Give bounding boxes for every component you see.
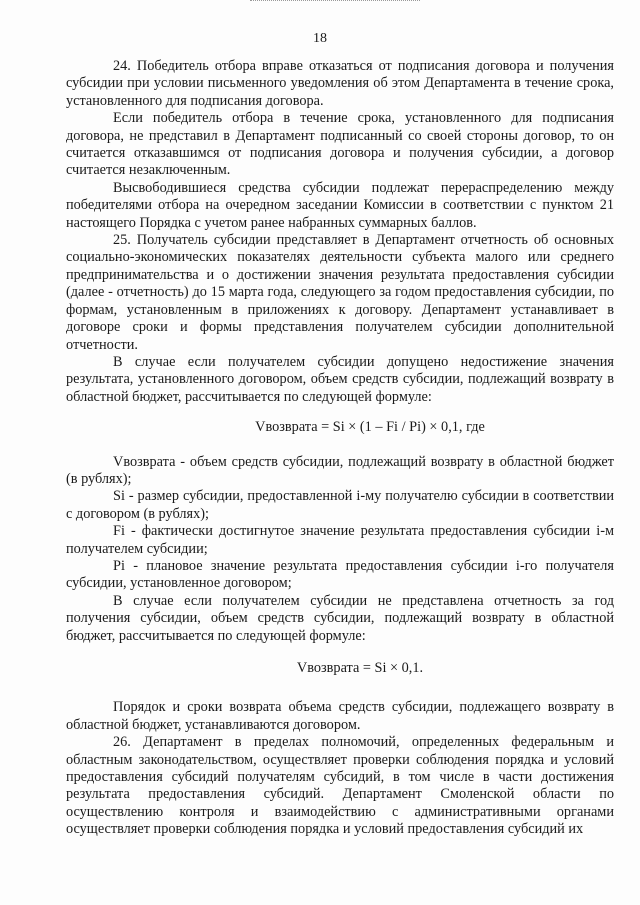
formula-return-no-report: Vвозврата = Si × 0,1. bbox=[296, 660, 424, 676]
paragraph-no-report: В случае если получателем субсидии не представлена отчетность за год получения субсидии, объем средств субсидии, подлежащий возврату в областной бюджет, рассчитывается по следующей формуле: bbox=[66, 592, 614, 644]
paragraph-25: 25. Получатель субсидии представляет в Департамент отчетность об основных социально-экономических показателях деятельности субъекта малого или среднего предпринимательства и о достижении значения результата предоставления субсидии (далее - отчетность) до 15 марта года, следующего за годом предоставления субсидии, по формам, установленным в приложениях к договору. Департамент устанавливает в договоре сроки и формы представления получателем субсидии дополнительной отчетности. bbox=[66, 232, 614, 353]
definition-fi: Fi - фактически достигнутое значение результата предоставления субсидии i-м получателем субсидии; bbox=[66, 523, 614, 557]
paragraph-26: 26. Департамент в пределах полномочий, определенных федеральным и областным законодательством, осуществляет проверки соблюдения порядка и условий предоставления субсидий получателям субсидий, в том числе в части достижения результата предоставления субсидий. Департамент Смоленской области по осуществлению контроля и взаимодействию с административными органами осуществляет проверки соблюдения порядка и условий предоставления субсидий их bbox=[66, 734, 614, 838]
paragraph-redistribution: Высвободившиеся средства субсидии подлежат перераспределению между победителями отбора на очередном заседании Комиссии в соответствии с пунктом 21 настоящего Порядка с учетом ранее набранных суммарных баллов. bbox=[66, 179, 614, 231]
page-number: 18 bbox=[313, 31, 327, 46]
definition-pi: Pi - плановое значение результата предоставления субсидии i-го получателя субсидии, установленное договором; bbox=[66, 557, 614, 592]
paragraph-shortfall: В случае если получателем субсидии допущено недостижение значения результата, установленного договором, объем средств субсидии, подлежащий возврату в областной бюджет, рассчитывается по следующей формуле: bbox=[66, 353, 614, 405]
scan-edge-mark bbox=[250, 0, 420, 2]
document-body bbox=[66, 58, 614, 839]
paragraph-refusal: Если победитель отбора в течение срока, установленного для подписания договора, не представил в Департамент подписанный со своей стороны договор, то он считается отказавшимся от подписания договора и получения субсидии, а договор считается незаключенным. bbox=[66, 110, 614, 179]
formula-return-shortfall: Vвозврата = Si × (1 – Fi / Pi) × 0,1, где bbox=[255, 419, 485, 436]
paragraph-24: 24. Победитель отбора вправе отказаться от подписания договора и получения субсидии при условии письменного уведомления об этом Департамента в течение срока, установленного для подписания договора. bbox=[66, 58, 614, 109]
paragraph-return-terms: Порядок и сроки возврата объема средств субсидии, подлежащего возврату в областной бюджет, устанавливаются договором. bbox=[66, 699, 614, 733]
definition-v: Vвозврата - объем средств субсидии, подлежащий возврату в областной бюджет (в рублях); bbox=[66, 453, 614, 487]
definition-si: Si - размер субсидии, предоставленной i-му получателю субсидии в соответствии с договором (в рублях); bbox=[66, 488, 614, 522]
